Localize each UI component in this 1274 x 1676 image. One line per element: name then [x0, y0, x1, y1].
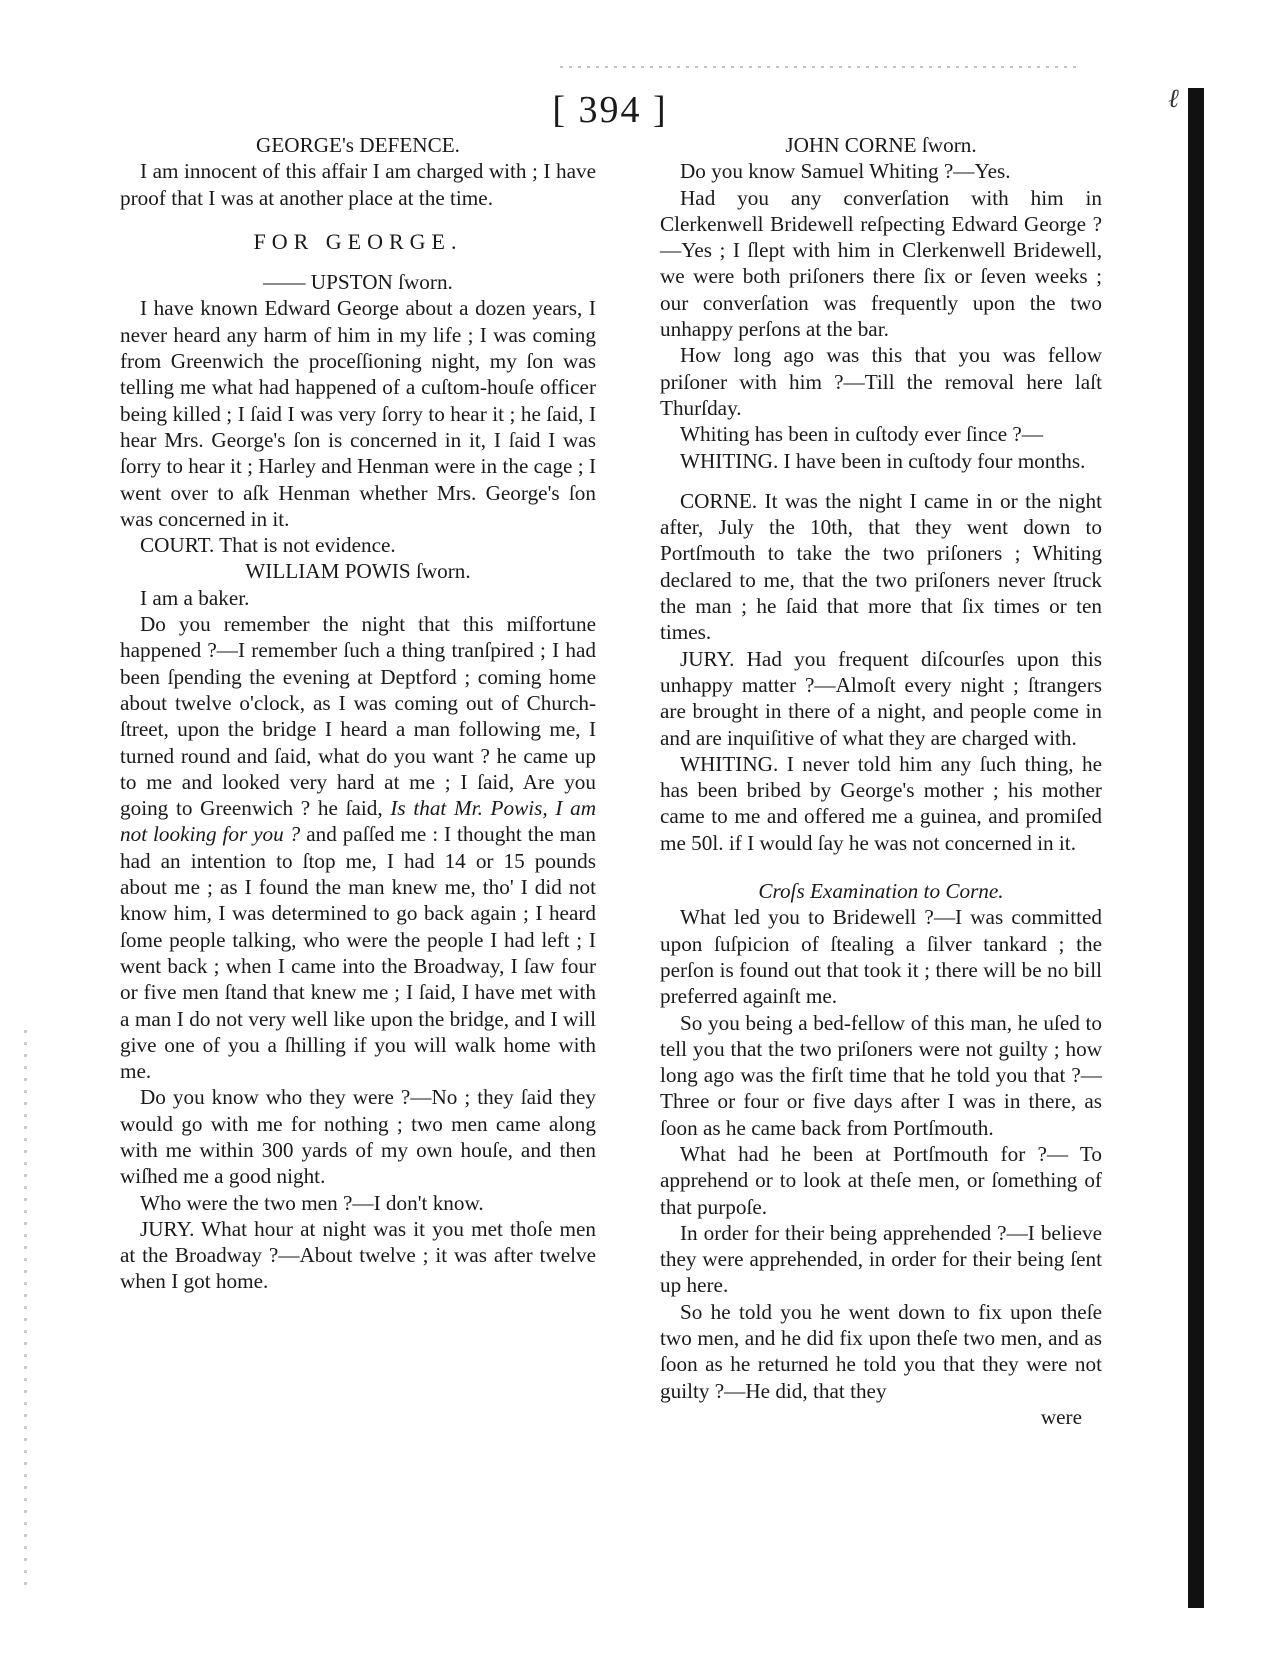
- page-binding-edge: [1188, 88, 1204, 1608]
- scan-artifact-left: [24, 1030, 27, 1590]
- page-number: [ 394 ]: [552, 89, 668, 131]
- paragraph: I have known Edward George about a dozen years, I never heard any harm of him in my life ; I was coming from Greenwich the proceſſioning night, my ſon was telling me what had happened of a cuſtom-houſe officer being killed ; I ſaid I was very ſorry to hear it ; he ſaid, I hear Mrs. George's ſon is concerned in it, I ſaid I was ſorry to hear it ; Harley and Henman were in the cage ; I went over to aſk Henman whether Mrs. George's ſon was concerned in it.: [120, 296, 596, 531]
- witness-heading-corne: JOHN CORNE ſworn.: [785, 133, 977, 157]
- paragraph: I am innocent of this affair I am charged with ; I have proof that I was at another place at the time.: [120, 159, 596, 210]
- paragraph: [120, 611, 596, 1084]
- witness-heading-powis: WILLIAM POWIS ſworn.: [245, 559, 471, 584]
- margin-mark: ℓ: [1168, 84, 1179, 113]
- paragraph: So he told you he went down to fix upon theſe two men, and he did fix upon theſe two men, and as ſoon as he returned he told you that they were not guilty ?—He did, that they: [660, 1299, 1102, 1403]
- heading-for-george: FOR GEORGE.: [253, 228, 463, 254]
- paragraph: What had he been at Portſmouth for ?— To apprehend or to look at theſe men, or ſomething of that purpoſe.: [660, 1141, 1102, 1219]
- heading-georges-defence: GEORGE's DEFENCE.: [256, 133, 460, 157]
- paragraph: JURY. What hour at night was it you met thoſe men at the Broadway ?—About twelve ; it was after twelve when I got home.: [120, 1216, 596, 1294]
- paragraph: Had you any converſation with him in Clerkenwell Bridewell reſpecting Edward George ? —Yes ; I ſlept with him in Clerkenwell Bridewell, we were both priſoners there ſix or ſeven weeks ; our converſation was frequently upon the two unhappy perſons at the bar.: [660, 185, 1102, 342]
- heading-cross-examination: Croſs Examination to Corne.: [758, 879, 1004, 904]
- paragraph: Do you know who they were ?—No ; they ſaid they would go with me for nothing ; two men came along with me within 300 yards of my own houſe, and then wiſhed me a good night.: [120, 1085, 596, 1189]
- paragraph: JURY. Had you frequent diſcourſes upon this unhappy matter ?—Almoſt every night ; ſtrangers are brought in there of a night, and people come in and are inquiſitive of what they are charged with.: [660, 646, 1102, 750]
- paragraph: Whiting has been in cuſtody ever ſince ?—: [680, 422, 1044, 447]
- paragraph: COURT. That is not evidence.: [140, 533, 396, 558]
- paragraph: WHITING. I have been in cuſtody four months.: [680, 448, 1086, 473]
- paragraph: What led you to Bridewell ?—I was committed upon ſuſpicion of ſtealing a ſilver tankard ; the perſon is found out that took it ; there will be no bill preferred againſt me.: [660, 905, 1102, 1009]
- paragraph: Do you know Samuel Whiting ?—Yes.: [680, 159, 1011, 184]
- paragraph: I am a baker.: [140, 585, 250, 610]
- catchword: were: [1040, 1404, 1082, 1429]
- left-column: [120, 132, 596, 1295]
- paragraph: Who were the two men ?—I don't know.: [140, 1190, 484, 1215]
- scan-artifact-top: [560, 66, 1080, 68]
- paragraph: In order for their being apprehended ?—I believe they were apprehended, in order for their being ſent up here.: [660, 1220, 1102, 1298]
- right-column: [660, 132, 1102, 1430]
- witness-heading-upston: —— UPSTON ſworn.: [263, 270, 453, 295]
- paragraph: CORNE. It was the night I came in or the night after, July the 10th, that they went down to Portſmouth to take the two priſoners ; Whiting declared to me, that the two priſoners never ſtruck the man ; he ſaid that more that ſix times or ten times.: [660, 488, 1102, 645]
- paragraph: So you being a bed-fellow of this man, he uſed to tell you that the two priſoners were not guilty ; how long ago was the firſt time that he told you that ?—Three or four or five days after I was in there, as ſoon as he came back from Portſmouth.: [660, 1010, 1102, 1140]
- text-run: and paſſed me : I thought the man had an intention to ſtop me, I had 14 or 15 pounds about me ; as I found the man knew me, tho' I did not know him, I was determined to go back again ; I heard ſome people talking, who were the people I had left ; I went back ; when I came into the Broadway, I ſaw four or five men ſtand that knew me ; I ſaid, I have met with a man I do not very well like upon the bridge, and I will give one of you a ſhilling if you will walk home with me.: [120, 822, 597, 1084]
- italic-quote: Is that Mr. Powis, I am not looking for you ?: [120, 796, 597, 847]
- paragraph: How long ago was this that you was fellow priſoner with him ?—Till the removal here laſt Thurſday.: [660, 343, 1102, 420]
- text-run: Do you remember the night that this miſfortune happened ?—I remember ſuch a thing tranſpired ; I had been ſpending the evening at Deptford ; coming home about twelve o'clock, as I was coming out of Church-ſtreet, upon the bridge I heard a man following me, I turned round and ſaid, what do you want ? he came up to me and looked very hard at me ; I ſaid, Are you going to Greenwich ? he ſaid,: [120, 612, 596, 821]
- paragraph: WHITING. I never told him any ſuch thing, he has been bribed by George's mother ; his mother came to me and offered me a guinea, and promiſed me 50l. if I would ſay he was not concerned in it.: [660, 751, 1102, 855]
